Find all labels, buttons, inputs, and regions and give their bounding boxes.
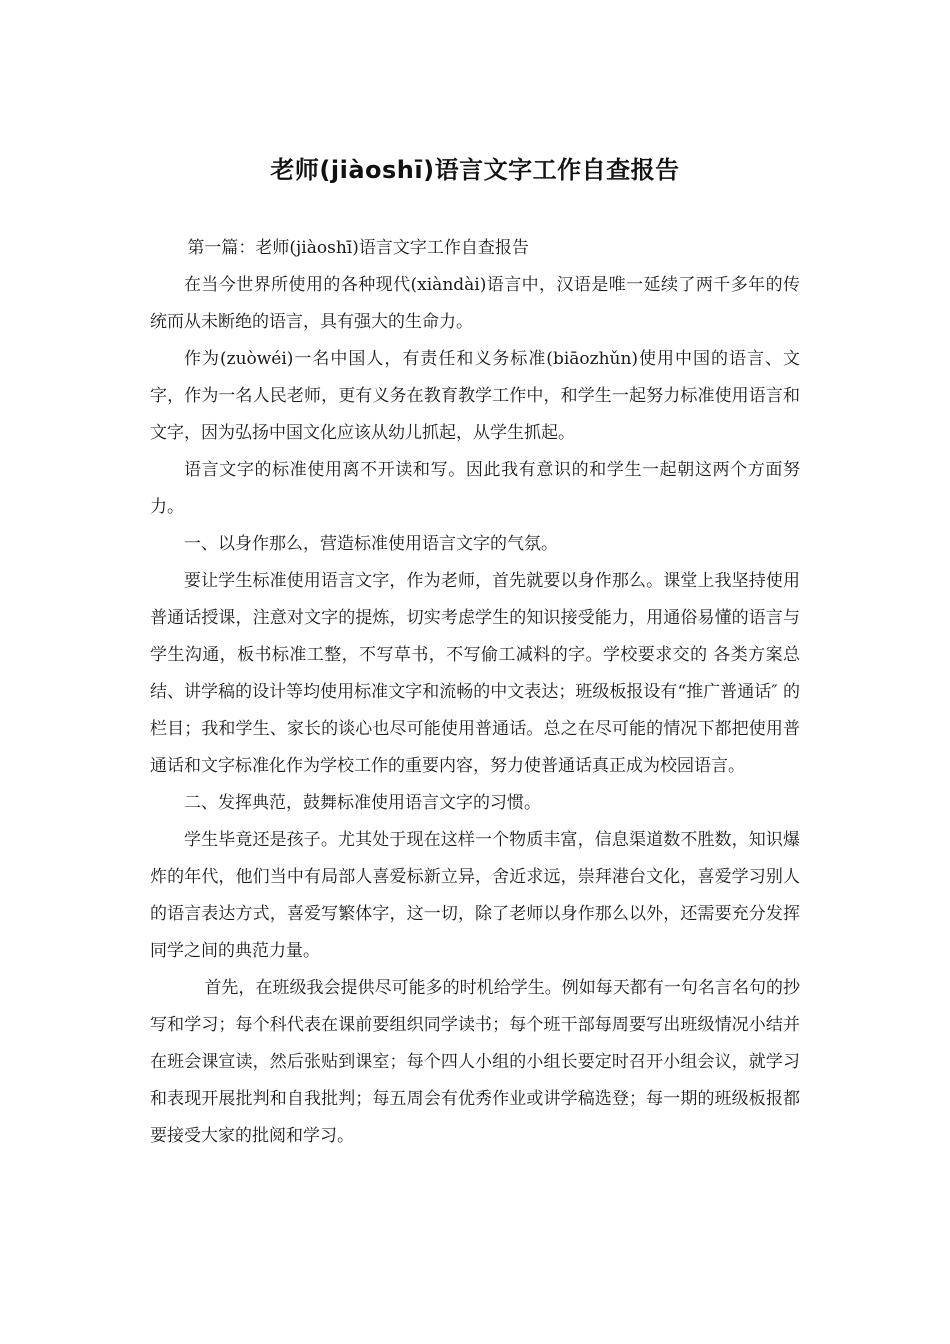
paragraph: 语言文字的标准使用离不开读和写。因此我有意识的和学生一起朝这两个方面努力。: [150, 460, 800, 517]
section-heading: 二、发挥典范，鼓舞标准使用语言文字的习惯。: [184, 793, 541, 813]
section-heading: 一、以身作那么，营造标准使用语言文字的气氛。: [184, 534, 558, 554]
paragraph: 首先，在班级我会提供尽可能多的时机给学生。例如每天都有一句名言名句的抄写和学习；每个科代表在课前要组织同学读书；每个班干部每周要写出班级情况小结并在班会课宣读，然后张贴到课室；每个四人小组的小组长要定时召开小组会议，就学习和表现开展批判和自我批判；每五周会有优秀作业或讲学稿选登；每一期的班级板报都要接受大家的批阅和学习。: [150, 978, 800, 1146]
document-body: [150, 230, 800, 1155]
document-title: 老师(jiàoshī)语言文字工作自查报告: [270, 156, 680, 184]
paragraph: 在当今世界所使用的各种现代(xiàndài)语言中，汉语是唯一延续了两千多年的传统而从未断绝的语言，具有强大的生命力。: [150, 275, 800, 332]
paragraph: 要让学生标准使用语言文字，作为老师，首先就要以身作那么。课堂上我坚持使用普通话授课，注意对文字的提炼，切实考虑学生的知识接受能力，用通俗易懂的语言与学生沟通，板书标准工整，不写草书，不写偷工减料的字。学校要求交的 各类方案总结、讲学稿的设计等均使用标准文字和流畅的中文表达；班级板报设有“推广普通话″ 的栏目；我和学生、家长的谈心也尽可能使用普通话。总之在尽可能的情况下都把使用普通话和文字标准化作为学校工作的重要内容，努力使普通话真正成为校园语言。: [150, 571, 800, 776]
paragraph: 作为(zuòwéi)一名中国人，有责任和义务标准(biāozhǔn)使用中国的语言、文字，作为一名人民老师，更有义务在教育教学工作中，和学生一起努力标准使用语言和文字，因为弘扬中国文化应该从幼儿抓起，从学生抓起。: [150, 349, 800, 443]
paragraph: 学生毕竟还是孩子。尤其处于现在这样一个物质丰富，信息渠道数不胜数，知识爆炸的年代，他们当中有局部人喜爱标新立异，舍近求远，崇拜港台文化，喜爱学习别人的语言表达方式，喜爱写繁体字，这一切，除了老师以身作那么以外，还需要充分发挥同学之间的典范力量。: [150, 830, 800, 961]
paragraph-heading: 第一篇：老师(jiàoshī)语言文字工作自查报告: [187, 238, 529, 258]
